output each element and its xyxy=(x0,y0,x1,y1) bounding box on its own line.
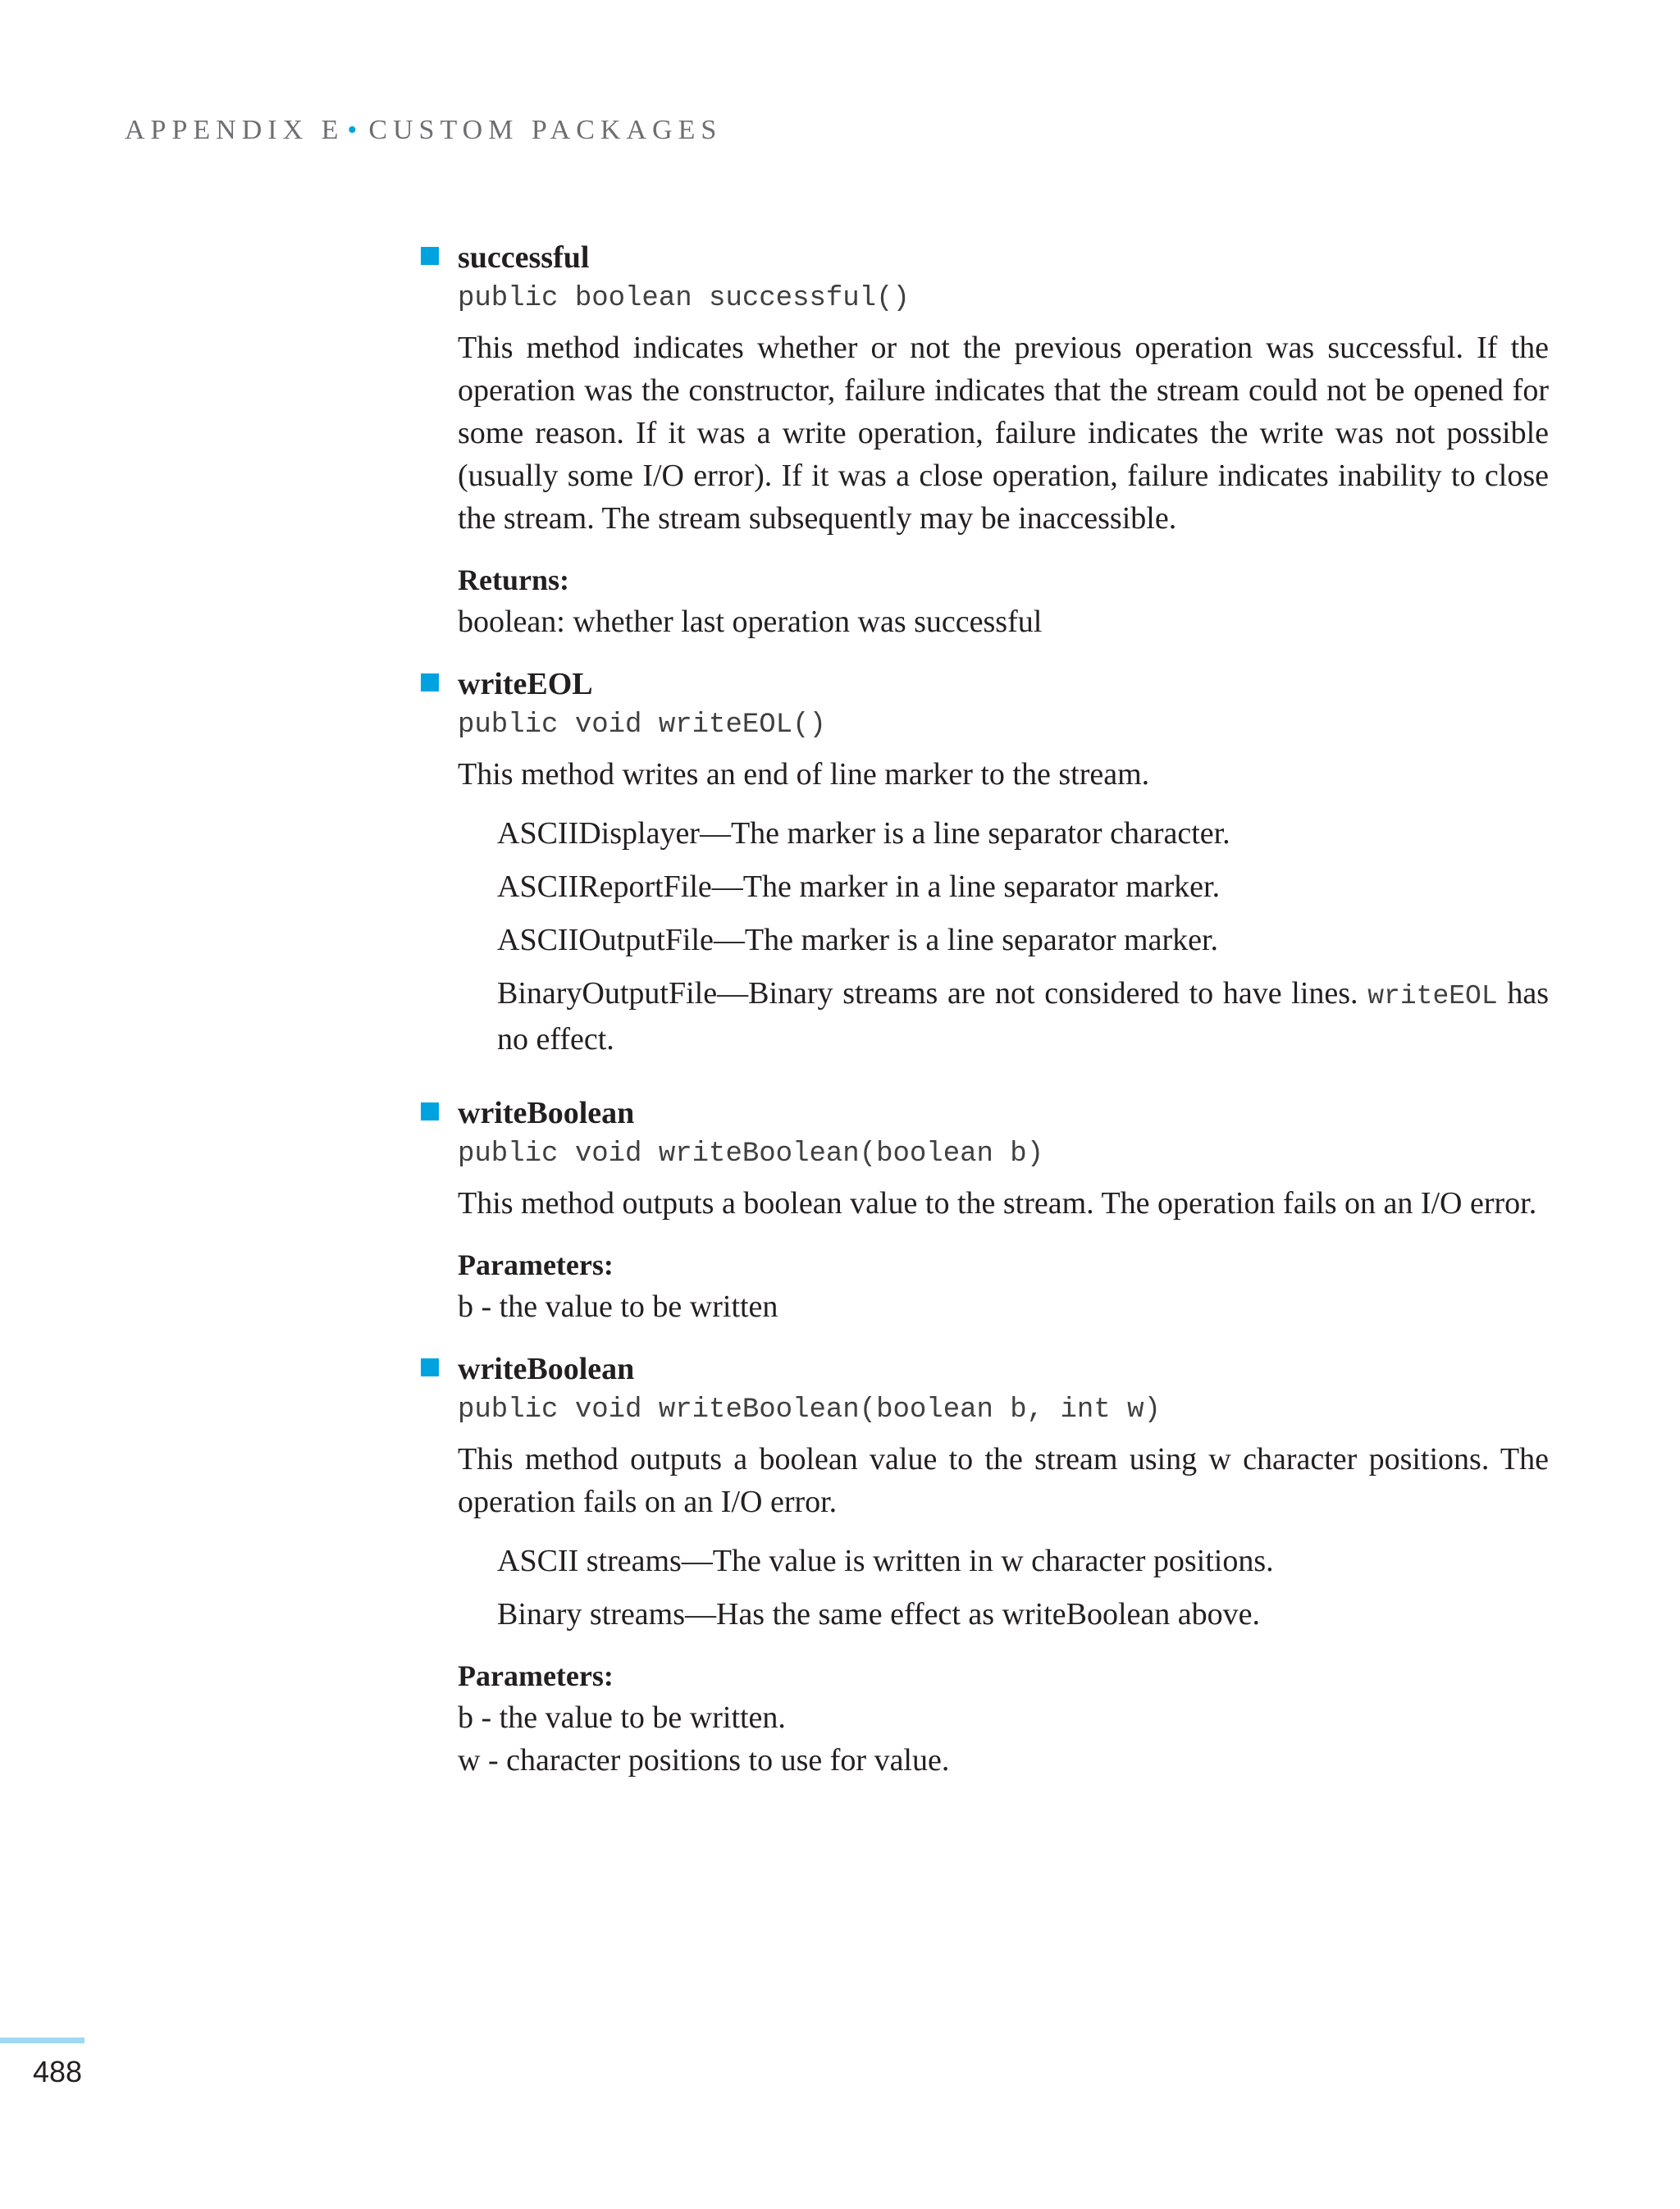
parameter-value: w - character positions to use for value. xyxy=(458,1743,950,1778)
method-description: This method outputs a boolean value to the stream using w character positions. The operation fails on an I/O error. xyxy=(458,1442,1549,1519)
parameter-value: b - the value to be written xyxy=(458,1289,778,1324)
method-title: writeBoolean xyxy=(458,1096,635,1130)
bullet-square-icon xyxy=(421,247,439,265)
list-item: ASCIIReportFile—The marker in a line separator marker. xyxy=(497,869,1221,904)
stream-behavior-list xyxy=(497,812,1549,1061)
parameters-label: Parameters: xyxy=(458,1659,614,1692)
list-item: ASCII streams—The value is written in w character positions. xyxy=(497,1544,1274,1578)
method-signature: public void writeBoolean(boolean b, int w) xyxy=(458,1394,1161,1426)
method-entry-successful xyxy=(458,238,1549,643)
page-number: 488 xyxy=(33,2055,83,2088)
list-item: ASCIIDisplayer—The marker is a line separator character. xyxy=(497,816,1230,851)
bullet-square-icon xyxy=(421,1102,439,1120)
method-title: writeEOL xyxy=(458,667,593,701)
method-title: successful xyxy=(458,240,590,275)
returns-label: Returns: xyxy=(458,564,569,596)
running-head-separator: • xyxy=(347,115,358,145)
returns-value: boolean: whether last operation was successful xyxy=(458,605,1043,639)
method-description: This method outputs a boolean value to the stream. The operation fails on an I/O error. xyxy=(458,1186,1537,1221)
page-content xyxy=(458,238,1549,1782)
running-head xyxy=(125,115,722,146)
list-item-text: BinaryOutputFile—Binary streams are not considered to have lines. xyxy=(497,976,1358,1011)
method-title: writeBoolean xyxy=(458,1352,635,1386)
method-description: This method writes an end of line marker to the stream. xyxy=(458,757,1150,792)
parameters-label: Parameters: xyxy=(458,1248,614,1281)
bullet-square-icon xyxy=(421,1358,439,1376)
running-head-title: CUSTOM PACKAGES xyxy=(368,115,723,145)
method-signature: public void writeEOL() xyxy=(458,710,826,741)
list-item: ASCIIOutputFile—The marker is a line separator marker. xyxy=(497,923,1219,957)
footer-rule xyxy=(0,2038,84,2043)
inline-code: writeEOL xyxy=(1367,981,1498,1011)
stream-behavior-list xyxy=(497,1540,1549,1636)
method-description: This method indicates whether or not the previous operation was successful. If the operation was the constructor, failure indicates that the stream could not be opened for some reason. If it was a write operation, failure indicates the write was not possible (usually some I/O error). If it was a close operation, failure indicates inability to close the stream. The stream subsequently may be inaccessible. xyxy=(458,331,1549,536)
list-item: Binary streams—Has the same effect as writeBoolean above. xyxy=(497,1597,1260,1632)
parameter-value: b - the value to be written. xyxy=(458,1700,786,1735)
method-entry-writeeol xyxy=(458,664,1549,1061)
running-head-appendix: APPENDIX E xyxy=(125,115,345,145)
method-entry-writeboolean xyxy=(458,1093,1549,1328)
list-item xyxy=(497,972,1549,1061)
method-signature: public boolean successful() xyxy=(458,283,910,314)
method-entry-writeboolean-width xyxy=(458,1349,1549,1782)
method-signature: public void writeBoolean(boolean b) xyxy=(458,1139,1044,1170)
list-item-text: has no effect. xyxy=(497,976,1550,1057)
bullet-square-icon xyxy=(421,673,439,691)
